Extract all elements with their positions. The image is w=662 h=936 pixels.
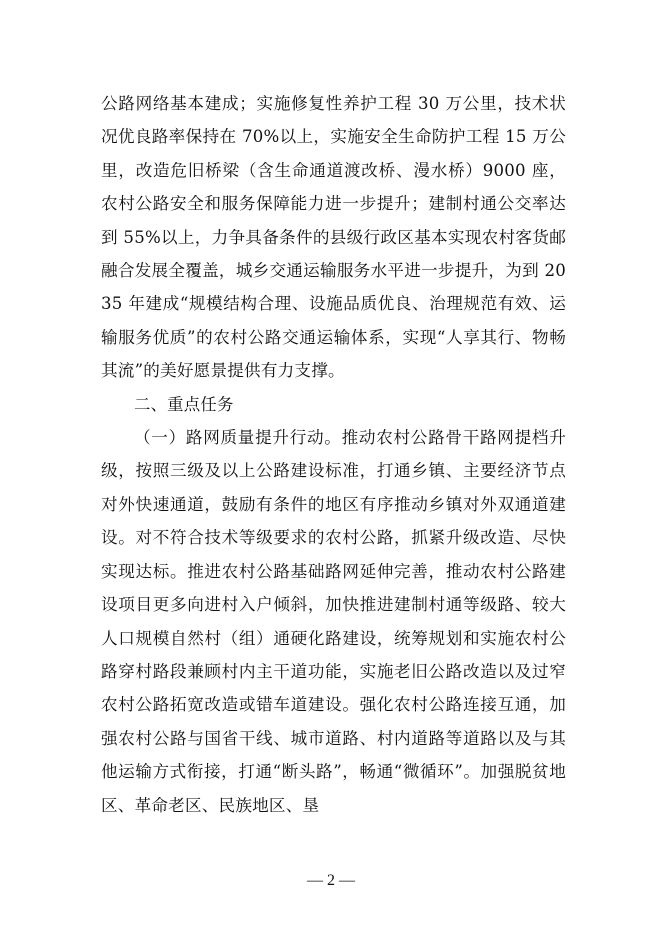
page-number: — 2 — <box>307 872 355 889</box>
paragraph-road-quality-action: （一）路网质量提升行动。推动农村公路骨干路网提档升级，按照三级及以上公路建设标准，打通乡镇、主要经济节点对外快速通道，鼓励有条件的地区有序推动乡镇对外双通道建设。对不符合技术等级要求的农村公路，抓紧升级改造、尽快实现达标。推进农村公路基础路网延伸完善，推动农村公路建设项目更多向进村入户倾斜，加快推进建制村通等级路、较大人口规模自然村（组）通硬化路建设，统筹规划和实施农村公路穿村路段兼顾村内主干道功能，实施老旧公路改造以及过窄农村公路拓宽改造或错车道建设。强化农村公路连接互通，加强农村公路与国省干线、城市道路、村内道路等道路以及与其他运输方式衔接，打通“断头路”，畅通“微循环”。加强脱贫地区、革命老区、民族地区、垦 <box>101 428 566 815</box>
paragraph-continuation: 公路网络基本建成；实施修复性养护工程 30 万公里，技术状况优良路率保持在 70%以上，实施安全生命防护工程 15 万公里，改造危旧桥梁（含生命通道渡改桥、漫水桥）9000 座，农村公路安全和服务保障能力进一步提升；建制村通公交率达到 55%以上，力争具备条件的县级行政区基本实现农村客货邮融合发展全覆盖，城乡交通运输服务水平进一步提升，为到 2035 年建成“规模结构合理、设施品质优良、治理规范有效、运输服务优质”的农村公路交通运输体系，实现“人享其行、物畅其流”的美好愿景提供有力支撑。 <box>101 94 566 381</box>
section-heading-key-tasks: 二、重点任务 <box>134 394 234 414</box>
body-text <box>101 87 566 822</box>
